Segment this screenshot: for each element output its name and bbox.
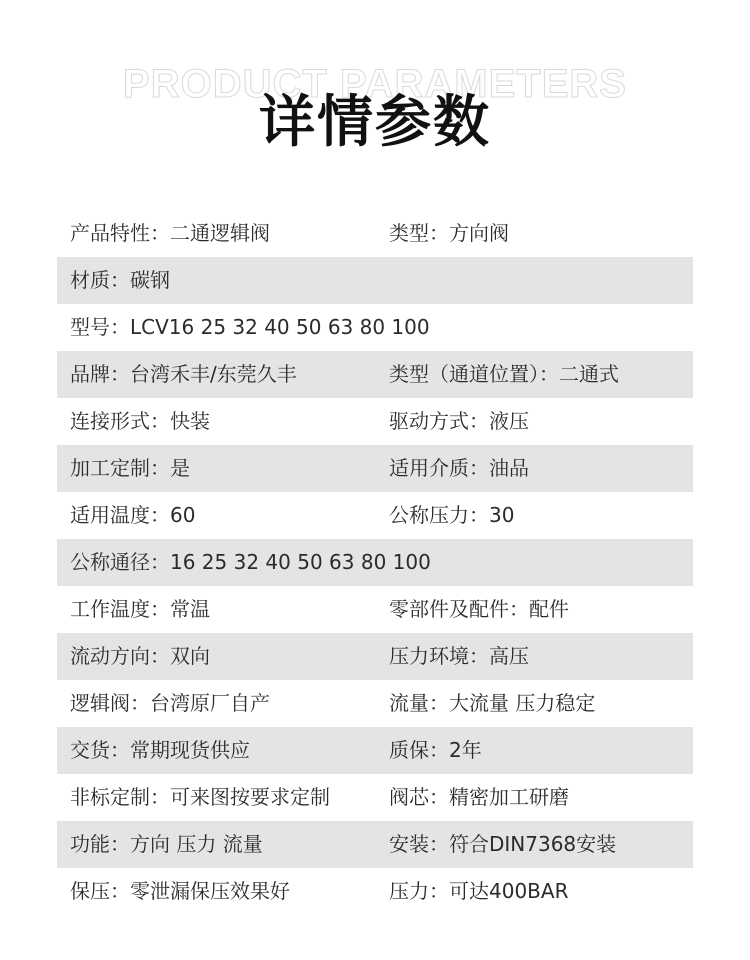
parameter-right: 阀芯：精密加工研磨	[389, 785, 569, 809]
parameter-left: 适用温度：60	[70, 503, 196, 527]
parameter-left: 流动方向：双向	[70, 644, 210, 668]
parameter-right: 驱动方式：液压	[389, 409, 529, 433]
table-row	[57, 351, 693, 398]
page-title: 详情参数	[259, 90, 491, 155]
parameter-left: 材质：碳钢	[70, 268, 170, 292]
parameter-right: 零部件及配件：配件	[389, 597, 569, 621]
parameter-left: 型号：LCV16 25 32 40 50 63 80 100	[70, 315, 430, 339]
parameter-left: 交货：常期现货供应	[70, 738, 250, 762]
parameter-right: 类型：方向阀	[389, 221, 509, 245]
table-row	[57, 868, 693, 915]
parameter-right: 压力环境：高压	[389, 644, 529, 668]
parameter-right: 公称压力：30	[389, 503, 515, 527]
parameter-table	[57, 210, 693, 915]
parameter-right: 安装：符合DIN7368安装	[389, 832, 617, 856]
parameter-left: 品牌：台湾禾丰/东莞久丰	[70, 362, 297, 386]
table-row	[57, 304, 693, 351]
table-row	[57, 539, 693, 586]
table-row	[57, 492, 693, 539]
parameter-left: 连接形式：快装	[70, 409, 210, 433]
parameter-left: 公称通径：16 25 32 40 50 63 80 100	[70, 550, 431, 574]
table-row	[57, 633, 693, 680]
table-row	[57, 774, 693, 821]
table-row	[57, 398, 693, 445]
parameter-left: 工作温度：常温	[70, 597, 210, 621]
table-row	[57, 680, 693, 727]
parameter-right: 适用介质：油品	[389, 456, 529, 480]
parameter-right: 类型（通道位置）：二通式	[389, 362, 619, 386]
parameter-left: 非标定制：可来图按要求定制	[70, 785, 330, 809]
parameter-left: 功能：方向 压力 流量	[70, 832, 263, 856]
table-row	[57, 586, 693, 633]
table-row	[57, 821, 693, 868]
table-row	[57, 257, 693, 304]
parameter-left: 逻辑阀：台湾原厂自产	[70, 691, 270, 715]
header	[0, 0, 750, 190]
table-row	[57, 727, 693, 774]
parameter-right: 质保：2年	[389, 738, 482, 762]
table-row	[57, 210, 693, 257]
parameter-left: 保压：零泄漏保压效果好	[70, 879, 290, 903]
parameter-right: 流量：大流量 压力稳定	[389, 691, 596, 715]
parameter-left: 加工定制：是	[70, 456, 190, 480]
parameter-right: 压力：可达400BAR	[389, 879, 569, 903]
table-row	[57, 445, 693, 492]
parameter-left: 产品特性：二通逻辑阀	[70, 221, 270, 245]
watermark-text: PRODUCT PARAMETERS	[123, 62, 627, 106]
